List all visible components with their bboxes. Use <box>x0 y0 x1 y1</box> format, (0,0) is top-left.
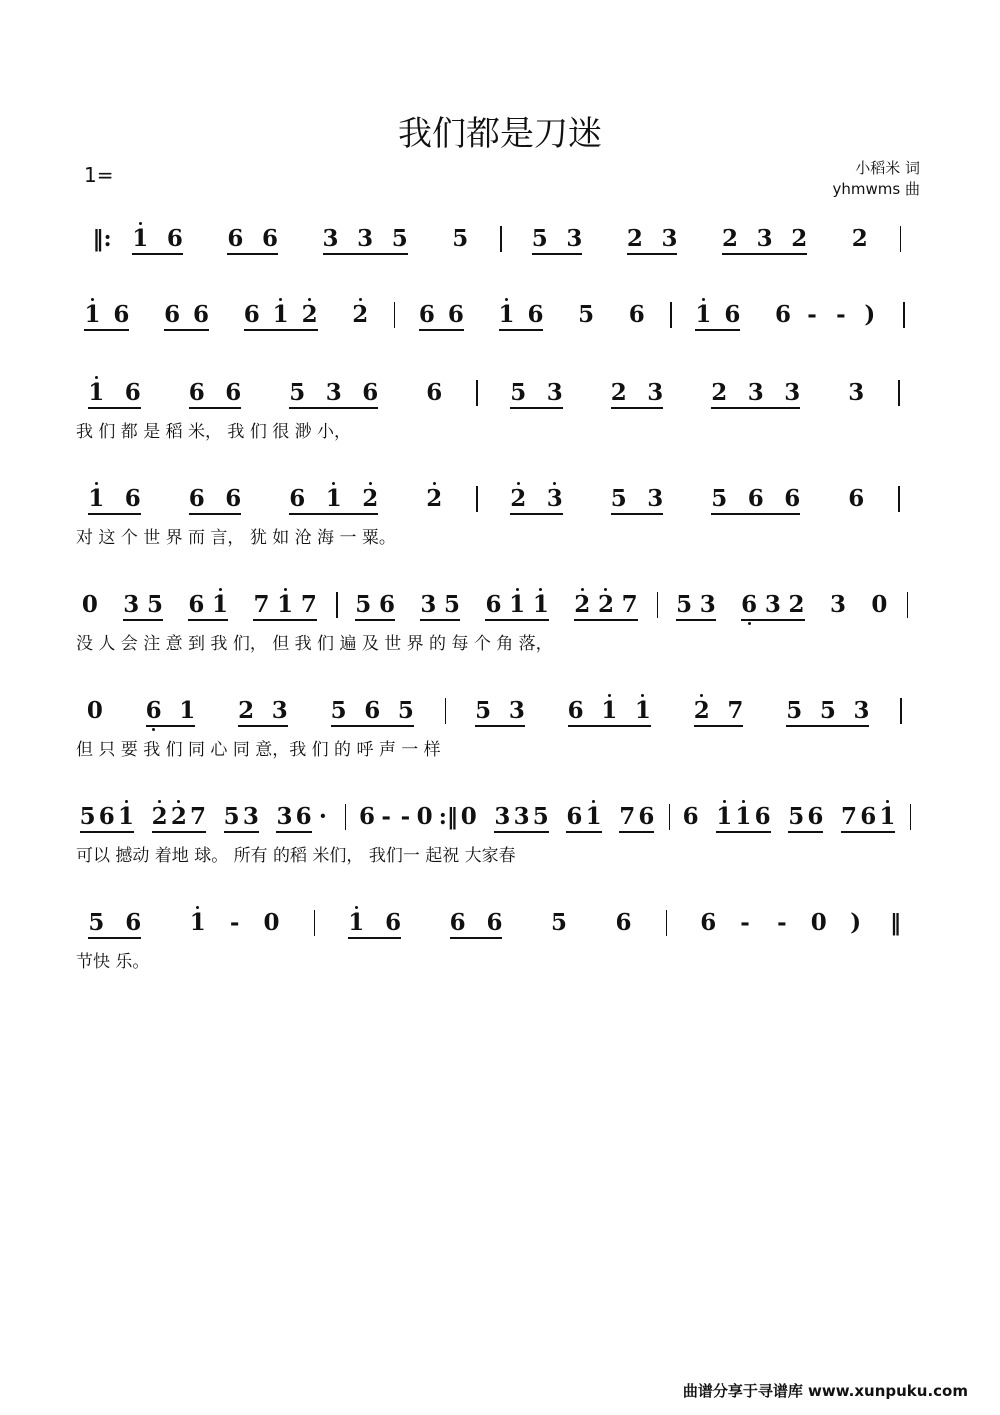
lyric-line: 但 只 要 我 们 同 心 同 意，我 们 的 呼 声 一 样 <box>76 740 441 760</box>
note: 6 <box>125 909 142 936</box>
note: - <box>400 803 411 830</box>
note: - <box>381 803 391 830</box>
note: 5 <box>146 591 163 618</box>
octave-dot <box>359 298 362 301</box>
note: 6 <box>615 909 632 936</box>
note: 3 <box>123 591 140 618</box>
note: 5 <box>475 697 492 724</box>
note: - <box>807 301 817 328</box>
note: 6 <box>418 301 435 328</box>
note: 5 <box>330 697 347 724</box>
note: 1 <box>735 803 752 830</box>
note: 2 <box>722 225 739 252</box>
beam <box>273 329 318 331</box>
octave-dot <box>517 482 520 485</box>
note: 3 <box>420 591 437 618</box>
note: 2 <box>352 301 369 328</box>
note: 3 <box>276 803 293 830</box>
note: 6 <box>385 909 402 936</box>
note: 3 <box>566 225 583 252</box>
beam <box>475 725 525 727</box>
beam <box>348 937 401 939</box>
beam <box>132 253 183 255</box>
note: 6 <box>527 301 544 328</box>
beam <box>164 329 209 331</box>
note: 6 <box>124 485 141 512</box>
note: 6 <box>359 803 376 830</box>
octave-dot <box>284 588 287 591</box>
octave-dot <box>702 298 705 301</box>
note: 6 <box>362 379 379 406</box>
note: 5 <box>355 591 372 618</box>
beam <box>419 329 464 331</box>
beam <box>748 513 801 515</box>
beam <box>227 253 278 255</box>
note: 5 <box>397 697 414 724</box>
note: 3 <box>546 379 563 406</box>
note: 6 <box>243 301 260 328</box>
note: 6 <box>188 379 205 406</box>
note: 1 <box>634 697 651 724</box>
note: 2 <box>301 301 318 328</box>
note: 1 <box>132 225 149 252</box>
beam <box>99 831 134 833</box>
note: 6 <box>188 485 205 512</box>
barline <box>336 592 338 618</box>
barline <box>670 302 672 328</box>
note: 6 <box>860 803 877 830</box>
barline <box>898 486 900 512</box>
note: 1 <box>716 803 733 830</box>
barline <box>394 302 396 328</box>
beam <box>188 619 228 621</box>
note: 3 <box>513 803 530 830</box>
note: 1 <box>84 301 101 328</box>
lyric-line: 对 这 个 世 界 而 言， 犹 如 沧 海 一 粟。 <box>76 528 396 548</box>
note: 0 <box>86 697 103 724</box>
beam <box>171 831 206 833</box>
beam <box>88 513 141 515</box>
octave-dot <box>608 694 611 697</box>
note: - <box>777 909 787 936</box>
barline <box>476 486 478 512</box>
note: 1 <box>879 803 896 830</box>
note: 1 <box>212 591 229 618</box>
note: 6 <box>486 909 503 936</box>
note: 0 <box>460 803 477 830</box>
note: 2 <box>711 379 728 406</box>
note: 5 <box>550 909 567 936</box>
note: 6 <box>741 591 758 618</box>
octave-dot <box>516 588 519 591</box>
note: 3 <box>764 591 781 618</box>
note: - <box>229 909 240 936</box>
note: 3 <box>357 225 374 252</box>
note: 6 <box>193 301 210 328</box>
barline <box>910 804 912 830</box>
note: 5 <box>223 803 240 830</box>
note: 6 <box>124 379 141 406</box>
note: 1 <box>272 301 289 328</box>
note: 2 <box>574 591 591 618</box>
note: 3 <box>699 591 716 618</box>
note: 3 <box>647 485 664 512</box>
note: 5 <box>786 697 803 724</box>
note: 5 <box>532 803 549 830</box>
beam <box>532 253 583 255</box>
note: 6 <box>775 301 792 328</box>
note: 5 <box>676 591 693 618</box>
note: 3 <box>322 225 339 252</box>
beam <box>510 513 563 515</box>
octave-dot <box>139 222 142 225</box>
barline <box>476 380 478 406</box>
key-signature: 1= <box>84 163 114 187</box>
beam <box>238 725 288 727</box>
note: 6 <box>638 803 655 830</box>
note: 5 <box>578 301 595 328</box>
octave-dot <box>91 298 94 301</box>
lyric-line: 可以 撼动 着地 球。 所有 的稻 米们， 我们一 起祝 大家春 <box>76 846 516 866</box>
note: 5 <box>610 485 627 512</box>
note: 6 <box>700 909 717 936</box>
repeat-barline: ‖ <box>890 910 902 936</box>
note: 6 <box>485 591 502 618</box>
note: 2 <box>151 803 168 830</box>
note: 3 <box>242 803 259 830</box>
note: 6 <box>682 803 699 830</box>
note: 1 <box>585 803 602 830</box>
beam <box>860 831 895 833</box>
barline <box>657 592 659 618</box>
note: 7 <box>727 697 744 724</box>
note: 5 <box>788 803 805 830</box>
octave-dot <box>125 800 128 803</box>
barline <box>898 380 900 406</box>
note: 1 <box>88 485 105 512</box>
footer-source: 曲谱分享于寻谱库 www.xunpuku.com <box>682 1382 968 1400</box>
beam <box>355 619 395 621</box>
beam <box>88 407 141 409</box>
note: 1 <box>118 803 135 830</box>
note: 2 <box>170 803 187 830</box>
note: 2 <box>362 485 379 512</box>
note: 6 <box>364 697 381 724</box>
beam <box>84 329 129 331</box>
note: 5 <box>88 909 105 936</box>
note: ) <box>864 301 876 328</box>
note: 3 <box>747 379 764 406</box>
note: - <box>836 301 846 328</box>
beam <box>146 725 196 727</box>
beam <box>499 329 544 331</box>
note: 2 <box>510 485 527 512</box>
note: 2 <box>597 591 614 618</box>
note: 6 <box>724 301 741 328</box>
note: 3 <box>848 379 865 406</box>
beam <box>326 513 379 515</box>
note: 5 <box>510 379 527 406</box>
note: 6 <box>628 301 645 328</box>
barline <box>345 804 347 830</box>
note: 1 <box>532 591 549 618</box>
beam <box>765 619 805 621</box>
beam <box>364 725 414 727</box>
beam <box>757 253 808 255</box>
barline <box>314 910 316 936</box>
note: 0 <box>81 591 98 618</box>
note: 5 <box>79 803 96 830</box>
note: 6 <box>747 485 764 512</box>
note: 6 <box>754 803 771 830</box>
octave-dot <box>369 482 372 485</box>
octave-dot <box>886 800 889 803</box>
beam <box>326 407 379 409</box>
beam <box>357 253 408 255</box>
note: 5 <box>452 225 469 252</box>
lyric-line: 没 人 会 注 意 到 我 们， 但 我 们 遍 及 世 界 的 每 个 角 落， <box>76 634 553 654</box>
lyric-line: 我 们 都 是 稻 米， 我 们 很 渺 小， <box>76 422 352 442</box>
note: 1 <box>277 591 294 618</box>
note: 7 <box>841 803 858 830</box>
repeat-barline: ‖: <box>92 226 112 252</box>
note: 7 <box>619 803 636 830</box>
song-title: 我们都是刀迷 <box>398 114 602 154</box>
note: 1 <box>189 909 206 936</box>
octave-dot <box>355 906 358 909</box>
note: 6 <box>848 485 865 512</box>
note: 7 <box>253 591 270 618</box>
note: 0 <box>416 803 433 830</box>
note: 6 <box>426 379 443 406</box>
note: 3 <box>829 591 846 618</box>
note: 6 <box>98 803 115 830</box>
note: 1 <box>179 697 196 724</box>
beam <box>224 831 259 833</box>
note: 6 <box>227 225 244 252</box>
lyricist-credit: 小稻米 词 <box>855 159 920 177</box>
note: 3 <box>494 803 511 830</box>
note: 6 <box>225 379 242 406</box>
note: 3 <box>661 225 678 252</box>
beam <box>88 937 141 939</box>
beam <box>611 513 664 515</box>
note: 6 <box>566 803 583 830</box>
barline <box>500 226 502 252</box>
note: 6 <box>113 301 130 328</box>
beam <box>627 253 678 255</box>
beam <box>277 619 317 621</box>
note: 2 <box>626 225 643 252</box>
octave-dot <box>433 482 436 485</box>
note: 0 <box>263 909 280 936</box>
barline <box>666 910 668 936</box>
note: 0 <box>871 591 888 618</box>
note: 2 <box>426 485 443 512</box>
note: 6 <box>188 591 205 618</box>
beam <box>566 831 601 833</box>
note: 2 <box>610 379 627 406</box>
beam <box>514 831 549 833</box>
lyric-line: 节快 乐。 <box>76 952 150 972</box>
octave-dot <box>95 482 98 485</box>
note: 3 <box>325 379 342 406</box>
octave-dot <box>152 728 155 731</box>
beam <box>601 725 651 727</box>
note: 6 <box>447 301 464 328</box>
barline <box>669 804 671 830</box>
note: 5 <box>391 225 408 252</box>
note: 2 <box>791 225 808 252</box>
octave-dot <box>505 298 508 301</box>
note: 7 <box>621 591 638 618</box>
beam <box>276 831 311 833</box>
note: 6 <box>378 591 395 618</box>
beam <box>510 407 563 409</box>
beam <box>748 407 801 409</box>
note: 7 <box>190 803 207 830</box>
note: 3 <box>647 379 664 406</box>
note: 5 <box>531 225 548 252</box>
beam <box>509 619 549 621</box>
note: 6 <box>567 697 584 724</box>
octave-dot <box>742 800 745 803</box>
beam <box>676 619 716 621</box>
note: 2 <box>851 225 868 252</box>
octave-dot <box>723 800 726 803</box>
beam <box>450 937 503 939</box>
note: 3 <box>508 697 525 724</box>
barline <box>907 592 909 618</box>
barline <box>903 302 905 328</box>
note: 1 <box>601 697 618 724</box>
note: 3 <box>853 697 870 724</box>
note: - <box>740 909 750 936</box>
beam <box>619 831 654 833</box>
barline <box>445 698 447 724</box>
note: 6 <box>166 225 183 252</box>
note: 1 <box>498 301 515 328</box>
beam <box>420 619 460 621</box>
note: · <box>318 803 327 830</box>
note: 5 <box>444 591 461 618</box>
note: 1 <box>348 909 365 936</box>
barline <box>900 698 902 724</box>
composer-credit: yhmwms 曲 <box>832 180 920 198</box>
note: 6 <box>295 803 312 830</box>
beam <box>189 407 242 409</box>
note: 6 <box>225 485 242 512</box>
note: 0 <box>810 909 827 936</box>
beam <box>598 619 638 621</box>
beam <box>820 725 870 727</box>
note: 1 <box>695 301 712 328</box>
note: 6 <box>164 301 181 328</box>
note: ) <box>850 909 862 936</box>
note: 2 <box>788 591 805 618</box>
beam <box>611 407 664 409</box>
octave-dot <box>581 588 584 591</box>
beam <box>694 725 744 727</box>
octave-dot <box>219 588 222 591</box>
note: 1 <box>88 379 105 406</box>
note: 5 <box>711 485 728 512</box>
beam <box>189 513 242 515</box>
note: 5 <box>819 697 836 724</box>
beam <box>123 619 163 621</box>
note: 7 <box>300 591 317 618</box>
octave-dot <box>748 622 751 625</box>
note: 3 <box>546 485 563 512</box>
beam <box>735 831 770 833</box>
note: 6 <box>289 485 306 512</box>
octave-dot <box>95 376 98 379</box>
note: 6 <box>807 803 824 830</box>
note: 6 <box>449 909 466 936</box>
note: 3 <box>271 697 288 724</box>
repeat-barline: :‖ <box>438 804 458 830</box>
barline <box>900 226 902 252</box>
note: 1 <box>509 591 526 618</box>
note: 6 <box>784 485 801 512</box>
beam <box>788 831 823 833</box>
note: 6 <box>261 225 278 252</box>
note: 6 <box>145 697 162 724</box>
note: 1 <box>325 485 342 512</box>
note: 3 <box>756 225 773 252</box>
beam <box>695 329 740 331</box>
note: 3 <box>784 379 801 406</box>
note: 5 <box>289 379 306 406</box>
note: 2 <box>693 697 710 724</box>
note: 2 <box>238 697 255 724</box>
